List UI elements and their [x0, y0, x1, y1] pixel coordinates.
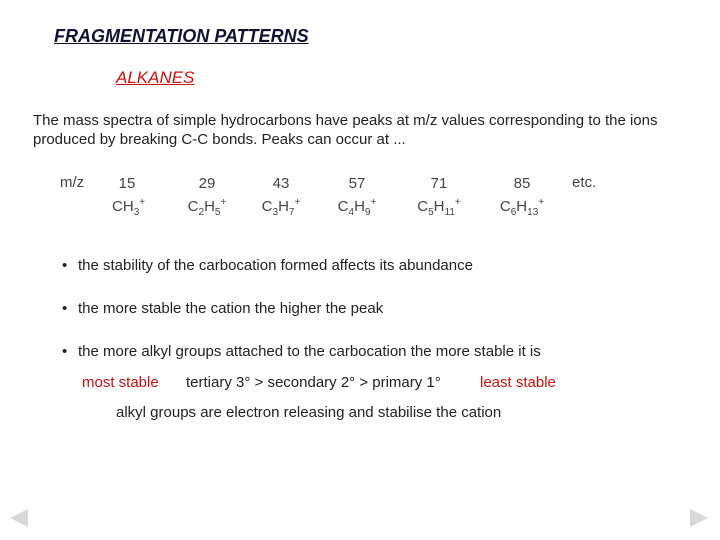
ion-71	[414, 174, 464, 222]
ion-15	[112, 174, 146, 222]
bullet-dot: •	[62, 300, 68, 317]
page-title: FRAGMENTATION PATTERNS	[54, 26, 309, 46]
bullet-alkyl-groups	[62, 343, 541, 360]
ion-mz: 15	[118, 175, 136, 192]
etc-label: etc.	[572, 174, 597, 191]
ion-formula: $C_4H_9^+$	[337, 197, 377, 218]
ion-85	[496, 174, 548, 222]
alkyl-note: alkyl groups are electron releasing and stabilise the cation	[116, 404, 502, 421]
mz-label: m/z	[60, 174, 85, 191]
ion-formula: $C_2H_5^+$	[187, 197, 227, 218]
right-triangle-icon[interactable]	[690, 509, 708, 527]
ion-29	[185, 174, 229, 222]
left-triangle-icon[interactable]	[10, 509, 28, 527]
ion-formula: $C_5H_{11}^+$	[417, 197, 461, 218]
ion-formula: $C_3H_7^+$	[261, 197, 301, 218]
ion-43	[259, 174, 303, 222]
bullet-stability	[62, 257, 473, 274]
ion-mz: 57	[348, 175, 366, 192]
bullet-text: the stability of the carbocation formed affects its abundance	[78, 257, 473, 274]
bullet-text: the more stable the cation the higher the peak	[78, 300, 384, 317]
bullet-peak-height	[62, 300, 383, 317]
ion-formula: $C_6H_{13}^+$	[499, 197, 545, 218]
most-stable-label: most stable	[82, 374, 159, 391]
bullet-dot: •	[62, 257, 68, 274]
ion-formula: $CH_3^+$	[112, 197, 146, 218]
bullet-text: the more alkyl groups attached to the carbocation the more stable it is	[78, 343, 541, 360]
ion-mz: 29	[198, 175, 216, 192]
least-stable-label: least stable	[480, 374, 556, 391]
bullet-dot: •	[62, 343, 68, 360]
intro-paragraph: The mass spectra of simple hydrocarbons have peaks at m/z values corresponding to the ions produced by breaking C-C bonds. Peaks can occur at ...	[33, 112, 658, 148]
ion-mz: 71	[430, 175, 448, 192]
ion-mz: 85	[513, 175, 531, 192]
stability-order: tertiary 3° > secondary 2° > primary 1°	[186, 374, 441, 391]
ion-57	[335, 174, 379, 222]
ion-mz: 43	[272, 175, 290, 192]
section-subtitle: ALKANES	[116, 68, 195, 87]
